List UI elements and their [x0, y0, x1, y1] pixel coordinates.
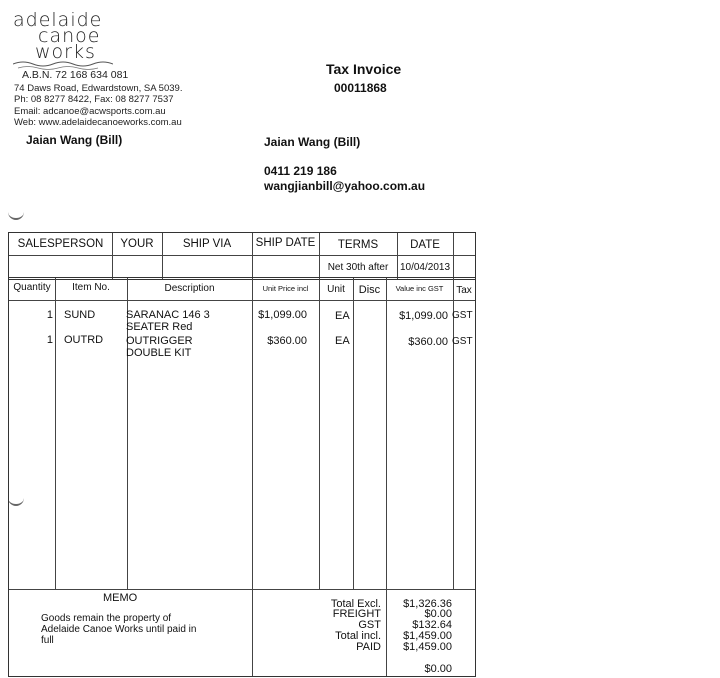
terms-header: TERMS [337, 239, 379, 251]
items-table [8, 277, 476, 677]
unit-price-header: Unit Price incl [262, 284, 309, 293]
ship-via-header: SHIP VIA [182, 238, 232, 250]
paid-label: PAID [356, 641, 381, 653]
company-phone: Ph: 08 8277 8422, Fax: 08 8277 7537 [14, 94, 174, 105]
memo-line3: full [41, 635, 54, 646]
disc-header: Disc [358, 284, 381, 296]
ship-to-email: wangjianbill@yahoo.com.au [264, 179, 426, 193]
paid-value: $1,459.00 [403, 641, 452, 653]
logo-line-1: adelaide [13, 9, 103, 31]
memo-line1: Goods remain the property of [41, 613, 172, 624]
punch-hole [8, 210, 24, 220]
tax-header: Tax [456, 285, 472, 296]
invoice-title: Tax Invoice [326, 61, 402, 77]
row2-price: $360.00 [267, 335, 307, 347]
row1-value: $1,099.00 [399, 310, 448, 322]
company-web: Web: www.adelaidecanoeworks.com.au [14, 117, 182, 128]
quantity-header: Quantity [13, 282, 51, 293]
row2-desc-line1: OUTRIGGER [126, 335, 193, 347]
invoice-number: 00011868 [334, 81, 387, 95]
row1-qty: 1 [46, 309, 53, 321]
value-header: Value inc GST [395, 284, 444, 293]
freight-value: $0.00 [424, 608, 452, 620]
row1-item: SUND [64, 309, 96, 321]
row2-value: $360.00 [408, 336, 448, 348]
terms-value: Net 30th after [327, 262, 389, 273]
memo-line2: Adelaide Canoe Works until paid in [41, 624, 197, 635]
row1-desc-line1: SARANAC 146 3 [126, 309, 210, 321]
total-incl-value: $1,459.00 [403, 630, 452, 642]
row2-item: OUTRD [64, 334, 104, 346]
description-header: Description [164, 283, 215, 294]
row1-price: $1,099.00 [258, 309, 307, 321]
date-header: DATE [410, 239, 440, 251]
gst-label: GST [358, 619, 381, 631]
company-address: 74 Daws Road, Edwardstown, SA 5039. [14, 83, 183, 94]
company-email: Email: adcanoe@acwsports.com.au [14, 106, 166, 117]
order-info-box [8, 232, 476, 280]
date-value: 10/04/2013 [399, 262, 451, 273]
gst-value: $132.64 [412, 619, 452, 631]
company-logo [13, 9, 113, 63]
row2-desc-line2: DOUBLE KIT [126, 347, 192, 359]
item-no-header: Item No. [72, 282, 110, 293]
bill-to-name: Jaian Wang (Bill) [26, 133, 123, 147]
logo-line-2: canoe [38, 25, 101, 47]
total-incl-label: Total incl. [335, 630, 381, 642]
row1-desc-line2: SEATER Red [126, 321, 193, 333]
company-abn: A.B.N. 72 168 634 081 [22, 69, 129, 81]
row2-unit: EA [335, 335, 350, 347]
your-header: YOUR [120, 238, 154, 250]
row1-unit: EA [335, 310, 350, 322]
total-excl-label: Total Excl. [330, 598, 381, 610]
freight-label: FREIGHT [332, 608, 381, 620]
row2-qty: 1 [46, 334, 53, 346]
logo-line-3: works [35, 41, 96, 63]
ship-to-name: Jaian Wang (Bill) [264, 135, 361, 149]
balance-due-value: $0.00 [424, 663, 452, 675]
ship-to-phone: 0411 219 186 [264, 164, 337, 178]
unit-header: Unit [327, 284, 345, 295]
row2-tax: GST [452, 336, 473, 347]
ship-date-header: SHIP DATE [255, 237, 316, 249]
memo-label: MEMO [103, 592, 138, 604]
salesperson-header: SALESPERSON [17, 238, 104, 250]
row1-tax: GST [452, 310, 473, 321]
total-excl-value: $1,326.36 [403, 598, 452, 610]
